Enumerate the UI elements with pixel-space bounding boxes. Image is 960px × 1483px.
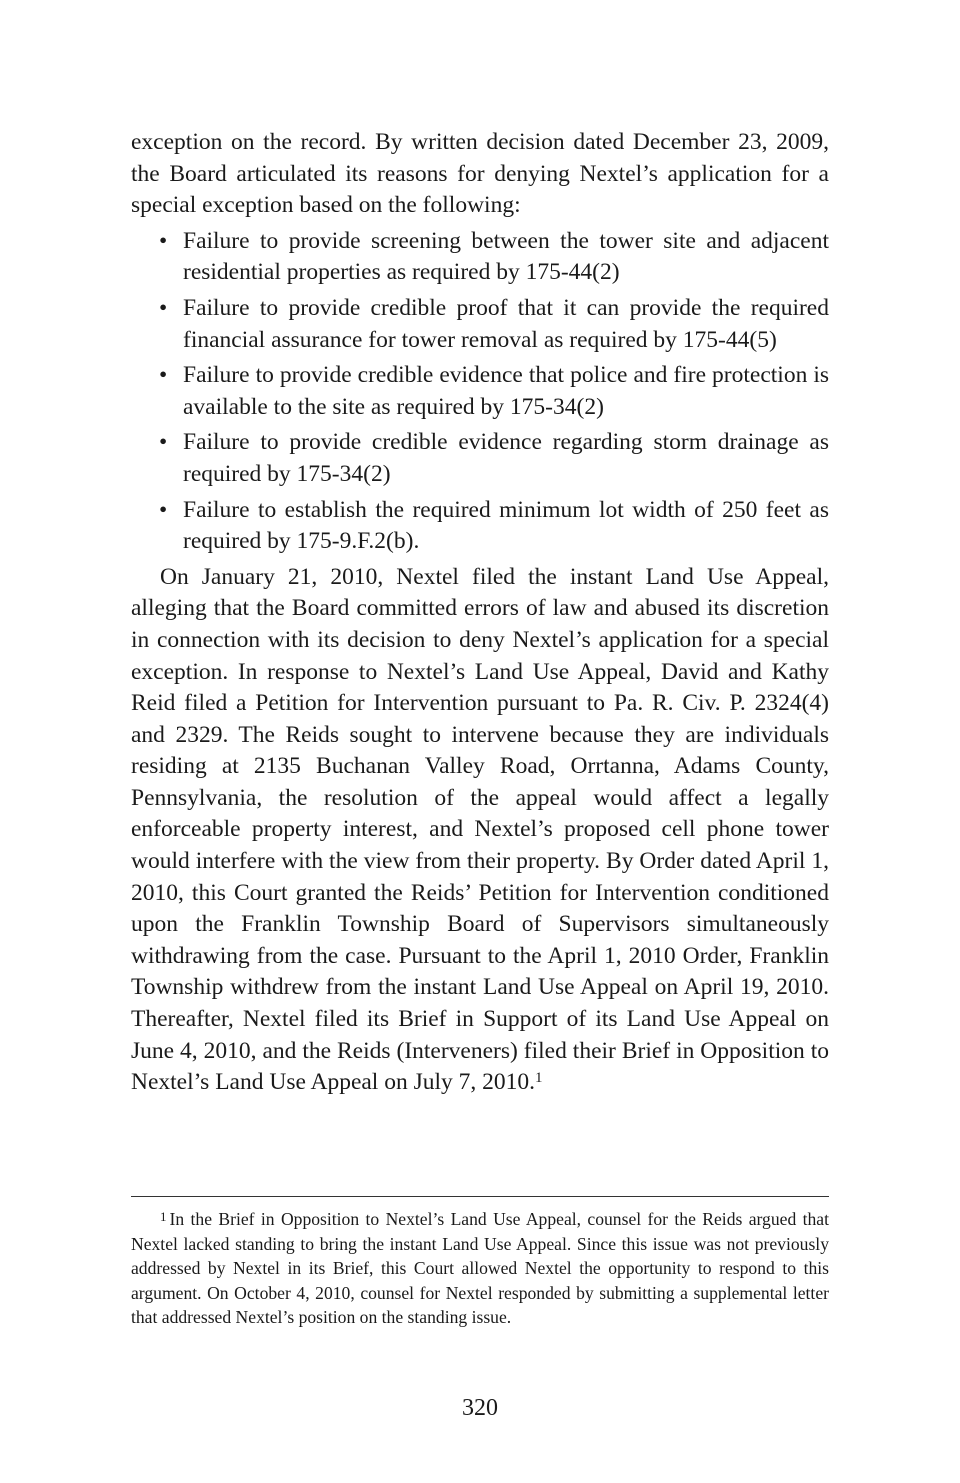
bullet-icon: • <box>159 429 168 456</box>
footnote-text: In the Brief in Opposition to Nextel’s Land Use Appeal, counsel for the Reids argued that Nextel lacked standing to bring the instant Land Use Appeal. Since this issue was not previously addressed by Nextel in its Brief, this Court allowed Nextel the opportunity to respond to this argument. On October 4, 2010, counsel for Nextel responded by submitting a supplemental letter that addressed Nextel’s position on the standing issue. <box>131 1209 829 1328</box>
procedural-history-paragraph <box>131 562 829 1099</box>
list-item <box>159 495 829 558</box>
bullet-icon: • <box>159 496 168 523</box>
main-text <box>131 127 829 1099</box>
page-number: 320 <box>462 1395 498 1421</box>
bullet-icon: • <box>159 294 168 321</box>
list-item <box>159 293 829 356</box>
footnote <box>131 1207 829 1330</box>
intro-paragraph: exception on the record. By written decision dated December 23, 2009, the Board articulated its reasons for denying Nextel’s application for a special exception based on the following: <box>131 129 829 219</box>
list-item-text: Failure to provide screening between the tower site and adjacent residential properties as required by 175-44(2) <box>183 227 829 286</box>
footnote-mark: 1 <box>160 1209 167 1224</box>
denial-reasons-list <box>131 226 829 558</box>
bullet-icon: • <box>159 362 168 389</box>
footnote-reference[interactable]: 1 <box>535 1070 543 1087</box>
list-item-text: Failure to provide credible evidence regarding storm drainage as required by 175-34(2) <box>183 429 829 487</box>
bullet-icon: • <box>159 227 168 254</box>
list-item <box>159 226 829 289</box>
paragraph-text: On January 21, 2010, Nextel filed the instant Land Use Appeal, alleging that the Board committed errors of law and abused its discretion in connection with its decision to deny Nextel’s application for a special exception. In response to Nextel’s Land Use Appeal, David and Kathy Reid filed a Petition for Intervention pursuant to Pa. R. Civ. P. 2324(4) and 2329. The Reids sought to intervene because they are individuals residing at 2135 Buchanan Valley Road, Orrtanna, Adams County, Pennsylvania, the resolution of the appeal would affect a legally enforceable property interest, and Nextel’s proposed cell phone tower would interfere with the view from their property. By Order dated April 1, 2010, this Court granted the Reids’ Petition for Intervention conditioned upon the Franklin Township Board of Supervisors simultaneously withdrawing from the case. Pursuant to the April 1, 2010 Order, Franklin Township withdrew from the instant Land Use Appeal on April 19, 2010. Thereafter, Nextel filed its Brief in Support of its Land Use Appeal on June 4, 2010, and the Reids (Interveners) filed their Brief in Opposition to Nextel’s Land Use Appeal on July 7, 2010. <box>131 563 829 1096</box>
list-item-text: Failure to establish the required minimum lot width of 250 feet as required by 175-9.F.2(b). <box>183 496 829 555</box>
footnote-divider <box>131 1196 829 1197</box>
list-item <box>159 360 829 423</box>
page-body <box>131 127 829 1099</box>
list-item-text: Failure to provide credible proof that it can provide the required financial assurance for tower removal as required by 175-44(5) <box>183 294 829 353</box>
list-item-text: Failure to provide credible evidence that police and fire protection is available to the site as required by 175-34(2) <box>183 362 829 420</box>
list-item <box>159 427 829 490</box>
